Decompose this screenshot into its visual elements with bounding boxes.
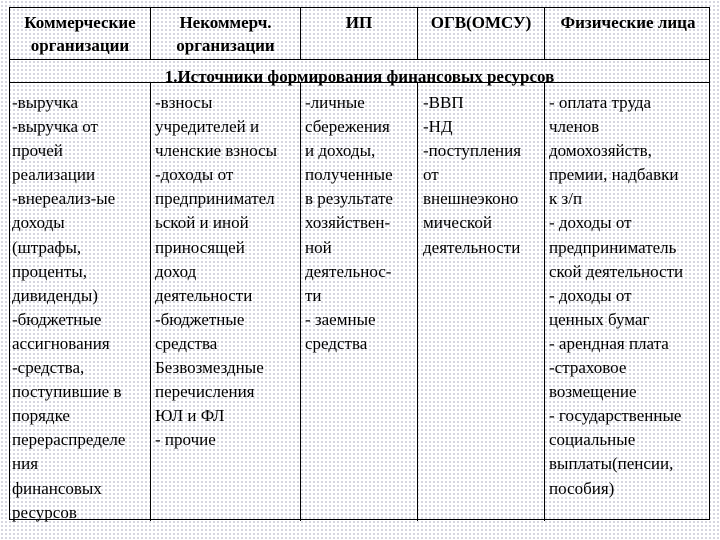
- list-item: -поступления: [423, 141, 522, 161]
- list-item: реализации: [12, 165, 96, 185]
- list-item: доходы: [12, 213, 65, 233]
- column-divider: [417, 82, 418, 521]
- list-item: премии, надбавки: [549, 165, 679, 185]
- list-item: деятельнос-: [305, 261, 392, 281]
- list-item: хозяйствен-: [305, 213, 391, 233]
- list-item: -бюджетные: [12, 309, 102, 329]
- list-item: дивиденды): [12, 285, 98, 305]
- list-item: домохозяйств,: [549, 141, 652, 161]
- list-item: -выручка от: [12, 117, 98, 137]
- header-commercial: Коммерческие организации: [24, 13, 136, 55]
- list-item: предприниматель: [549, 237, 677, 257]
- list-item: членов: [549, 117, 600, 137]
- list-item: ской деятельности: [549, 261, 684, 281]
- list-item: -НД: [423, 117, 453, 137]
- header-ip: ИП: [345, 13, 373, 32]
- list-item: мической: [423, 213, 492, 233]
- row-divider: [10, 59, 709, 60]
- list-item: ресурсов: [12, 502, 77, 522]
- noncommercial-sources: [155, 91, 277, 452]
- column-divider: [544, 82, 545, 521]
- list-item: -бюджетные: [155, 309, 245, 329]
- ip-sources: [305, 91, 393, 356]
- list-item: в результате: [305, 189, 393, 209]
- list-item: ЮЛ и ФЛ: [155, 406, 225, 426]
- column-divider: [300, 82, 301, 521]
- list-item: предпринимател: [155, 189, 275, 209]
- list-item: ния: [12, 454, 39, 474]
- list-item: -внереализ-ые: [12, 189, 116, 209]
- list-item: перечисления: [155, 382, 255, 402]
- list-item: выплаты(пенсии,: [549, 454, 674, 474]
- list-item: порядке: [12, 406, 70, 426]
- list-item: проценты,: [12, 261, 87, 281]
- list-item: -выручка: [12, 93, 78, 112]
- list-item: внешнеэконо: [423, 189, 519, 209]
- header-noncommercial: Некоммерч. организации: [176, 13, 275, 55]
- individuals-sources: [549, 91, 683, 501]
- ogv-sources: [423, 91, 521, 260]
- list-item: ассигнования: [12, 333, 110, 353]
- list-item: (штрафы,: [12, 237, 82, 257]
- list-item: поступившие в: [12, 382, 122, 402]
- list-item: от: [423, 165, 439, 185]
- sources-table: [9, 7, 710, 520]
- list-item: -доходы от: [155, 165, 234, 185]
- list-item: - прочие: [155, 430, 216, 450]
- list-item: учредителей и: [155, 117, 260, 137]
- list-item: сбережения: [305, 117, 390, 137]
- list-item: - государственные: [549, 406, 682, 426]
- commercial-sources: [12, 91, 125, 525]
- list-item: -средства,: [12, 358, 85, 378]
- list-item: полученные: [305, 165, 393, 185]
- column-divider: [150, 82, 151, 521]
- list-item: приносящей: [155, 237, 245, 257]
- list-item: к з/п: [549, 189, 583, 209]
- list-item: прочей: [12, 141, 63, 161]
- list-item: возмещение: [549, 382, 637, 402]
- list-item: -страховое: [549, 358, 627, 378]
- list-item: деятельности: [155, 285, 253, 305]
- list-item: деятельности: [423, 237, 521, 257]
- section-title: 1.Источники формирования финансовых ресурсов: [164, 67, 555, 86]
- list-item: -взносы: [155, 93, 213, 112]
- list-item: - доходы от: [549, 213, 632, 233]
- list-item: средства: [155, 333, 218, 353]
- list-item: - доходы от: [549, 285, 632, 305]
- list-item: социальные: [549, 430, 636, 450]
- list-item: средства: [305, 333, 368, 353]
- list-item: - арендная плата: [549, 333, 669, 353]
- list-item: финансовых: [12, 478, 102, 498]
- list-item: и доходы,: [305, 141, 376, 161]
- list-item: -личные: [305, 93, 365, 112]
- list-item: пособия): [549, 478, 615, 498]
- list-item: Безвозмездные: [155, 358, 264, 378]
- list-item: ьской и иной: [155, 213, 249, 233]
- list-item: перераспределе: [12, 430, 126, 450]
- list-item: - заемные: [305, 309, 376, 329]
- list-item: доход: [155, 261, 197, 281]
- list-item: - оплата труда: [549, 93, 652, 112]
- list-item: -ВВП: [423, 93, 464, 112]
- list-item: ной: [305, 237, 332, 257]
- list-item: ценных бумаг: [549, 309, 650, 329]
- list-item: членские взносы: [155, 141, 278, 161]
- list-item: ти: [305, 285, 322, 305]
- header-ogv: ОГВ(ОМСУ): [430, 13, 532, 32]
- header-individuals: Физические лица: [560, 13, 696, 32]
